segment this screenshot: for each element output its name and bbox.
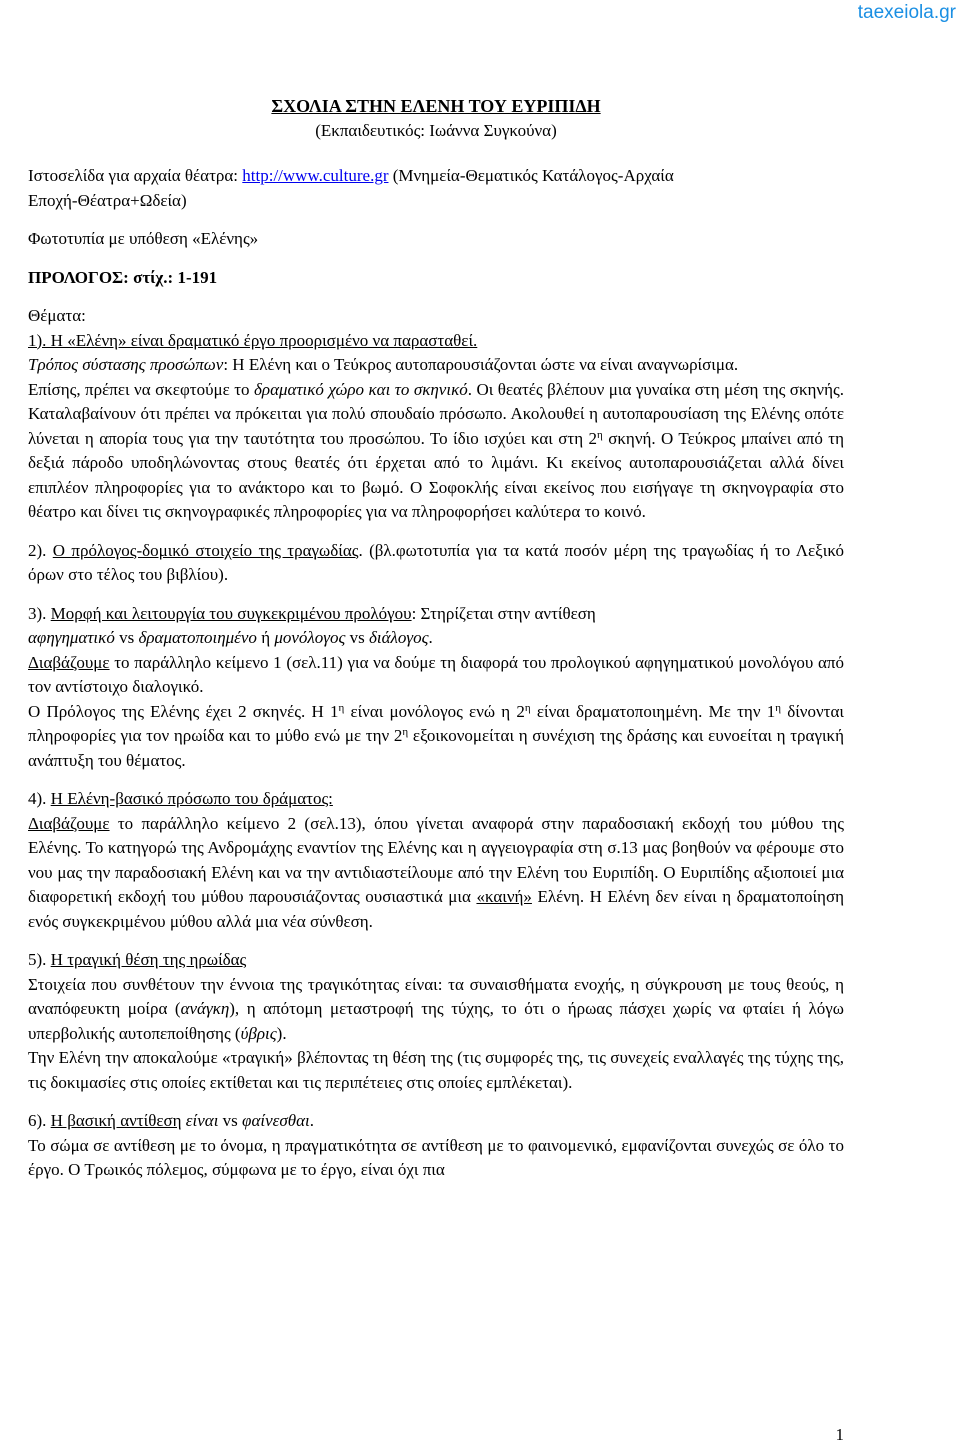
section-6-heading: Η βασική αντίθεση (50, 1111, 182, 1130)
photocopy-line: Φωτοτυπία με υπόθεση «Ελένης» (28, 229, 259, 248)
section-4-heading: Η Ελένη-βασικό πρόσωπο του δράματος: (50, 789, 333, 808)
section-5-heading-line: 5). Η τραγική θέση της ηρωίδας (28, 950, 247, 969)
document-page (28, 92, 844, 1183)
section-3-contrast: αφηγηματικό vs δραματοποιημένο ή μονόλογος vs διάλογος. (28, 628, 433, 647)
culture-link[interactable]: http://www.culture.gr (242, 166, 389, 185)
section-3-heading: Μορφή και λειτουργία του συγκεκριμένου προλόγου (50, 603, 412, 623)
section-1-para-2: Επίσης, πρέπει να σκεφτούμε το δραματικό χώρο και το σκηνικό. Οι θεατές βλέπουν μια γυναίκα στη μέση της σκηνής. Καταλαβαίνουν ότι πρέπει να πρόκειται για πολύ σπουδαίο πρόσωπο. Ακολουθεί η αυτοπαρουσίαση της Ελένης οπότε λύνεται η απορία τους για την ταυτότητα του προσώπου. Το ίδιο ισχύει και στη $2^\eta$ σκηνή. Ο Τεύκρος μπαίνει από τη δεξιά πάροδο υποδηλώνοντας στους θεατές ότι έρχεται από το λιμάνι. Κι εκείνος αυτοπαρουσιάζεται αλλά δίνει επιπλέον πληροφορίες για το ανάκτορο και το βωμό. Ο Σοφοκλής είναι εκείνος που εισήγαγε τη σκηνογραφία στο θέατρο και δίνει τις σκηνογραφικές πληροφορίες για να πληροφορήσει καλύτερα το κοινό. (28, 379, 844, 521)
section-6-heading-line: 6). Η βασική αντίθεση είναι vs φαίνεσθαι. (28, 1111, 314, 1130)
prologue-heading: ΠΡΟΛΟΓΟΣ: στίχ.: 1-191 (28, 267, 218, 287)
section-1-heading: 1). Η «Ελένη» είναι δραματικό έργο προορισμένο να παρασταθεί. (28, 330, 478, 350)
section-2: 2). Ο πρόλογος-δομικό στοιχείο της τραγωδίας. (βλ.φωτοτυπία για τα κατά ποσόν μέρη της τραγωδίας ή το Λεξικό όρων στο τέλος του βιβλίου). (28, 540, 845, 584)
section-5-heading: Η τραγική θέση της ηρωίδας (50, 950, 247, 969)
section-3-heading-line: 3). Μορφή και λειτουργία του συγκεκριμένου προλόγου: Στηρίζεται στην αντίθεση (28, 603, 596, 623)
page-number: 1 (835, 1425, 844, 1444)
section-4-heading-line: 4). Η Ελένη-βασικό πρόσωπο του δράματος: (28, 789, 333, 808)
section-3-para-1: Διαβάζουμε το παράλληλο κείμενο 1 (σελ.11) για να δούμε τη διαφορά του προλογικού αφηγηματικού μονολόγου από τον αντίστοιχο διαλογικό. (28, 652, 844, 696)
section-2-heading: Ο πρόλογος-δομικό στοιχείο της τραγωδίας (52, 540, 359, 560)
section-6-para: Το σώμα σε αντίθεση με το όνομα, η πραγματικότητα σε αντίθεση με το φαινομενικό, εμφανίζονται συνεχώς σε όλο το έργο. Ο Τρωικός πόλεμος, σύμφωνα με το έργο, είναι όχι πια (28, 1135, 844, 1179)
section-5-para-2: Την Ελένη την αποκαλούμε «τραγική» βλέποντας τη θέση της (τις συμφορές της, τις συνεχείς εναλλαγές της τύχης της, τις δοκιμασίες στις οποίες εκτίθεται και τις περιπέτειες στις οποίες εμπλέκεται). (28, 1048, 844, 1092)
website-line: Ιστοσελίδα για αρχαία θέατρα: http://www.culture.gr (Μνημεία-Θεματικός Κατάλογος-Αρχαία Εποχή-Θέατρα+Ωδεία) (28, 166, 674, 210)
document-subtitle: (Εκπαιδευτικός: Ιωάννα Συγκούνα) (315, 120, 557, 140)
document-title: ΣΧΟΛΙΑ ΣΤΗΝ ΕΛΕΝΗ ΤΟΥ ΕΥΡΙΠΙΔΗ (271, 96, 601, 116)
section-3-para-2: Ο Πρόλογος της Ελένης έχει 2 σκηνές. Η $1^\eta$ είναι μονόλογος ενώ η $2^\eta$ είναι δραματοποιημένη. Με την $1^\eta$ δίνονται πληροφορίες για τον ηρωίδα και το μύθο ενώ με την $2^\eta$ εξοικονομείται η συνέχιση της δράσης και ευνοείται η τραγική ανάπτυξη του θέματος. (28, 701, 844, 770)
site-watermark: taexeiola.gr (857, 2, 956, 23)
section-5-para-1: Στοιχεία που συνθέτουν την έννοια της τραγικότητας είναι: τα συναισθήματα ενοχής, η σύγκρουση με τους θεούς, η αναπόφευκτη μοίρα (ανάγκη), η απότομη μεταστροφή της τύχης, το ότι ο ήρωας πάσχει χωρίς να φταίει ή λόγω υπερβολικής αυτοπεποίθησης (ύβρις). (28, 974, 844, 1043)
section-1-para-1: Τρόπος σύστασης προσώπων: Η Ελένη και ο Τεύκρος αυτοπαρουσιάζονται ώστε να είναι αναγνωρίσιμα. (28, 355, 739, 374)
section-4-para: Διαβάζουμε το παράλληλο κείμενο 2 (σελ.13), όπου γίνεται αναφορά στην παραδοσιακή εκδοχή του μύθου της Ελένης. Το κατηγορώ της Ανδρομάχης εναντίον της Ελένης και η αγγειογραφία στη σ.13 μας βοηθούν να φέρουμε στο νου μας την παραδοσιακή Ελένη και να την αντιδιαστείλουμε από την Ελένη του Ευριπίδη. Ο Ευριπίδης αξιοποιεί μια διαφορετική εκδοχή του μύθου παρουσιάζοντας ουσιαστικά μια «καινή» Ελένη. Η Ελένη δεν είναι η δραματοποίηση ενός συγκεκριμένου μύθου αλλά μια νέα σύνθεση. (28, 813, 844, 931)
themes-label: Θέματα: (28, 306, 86, 325)
